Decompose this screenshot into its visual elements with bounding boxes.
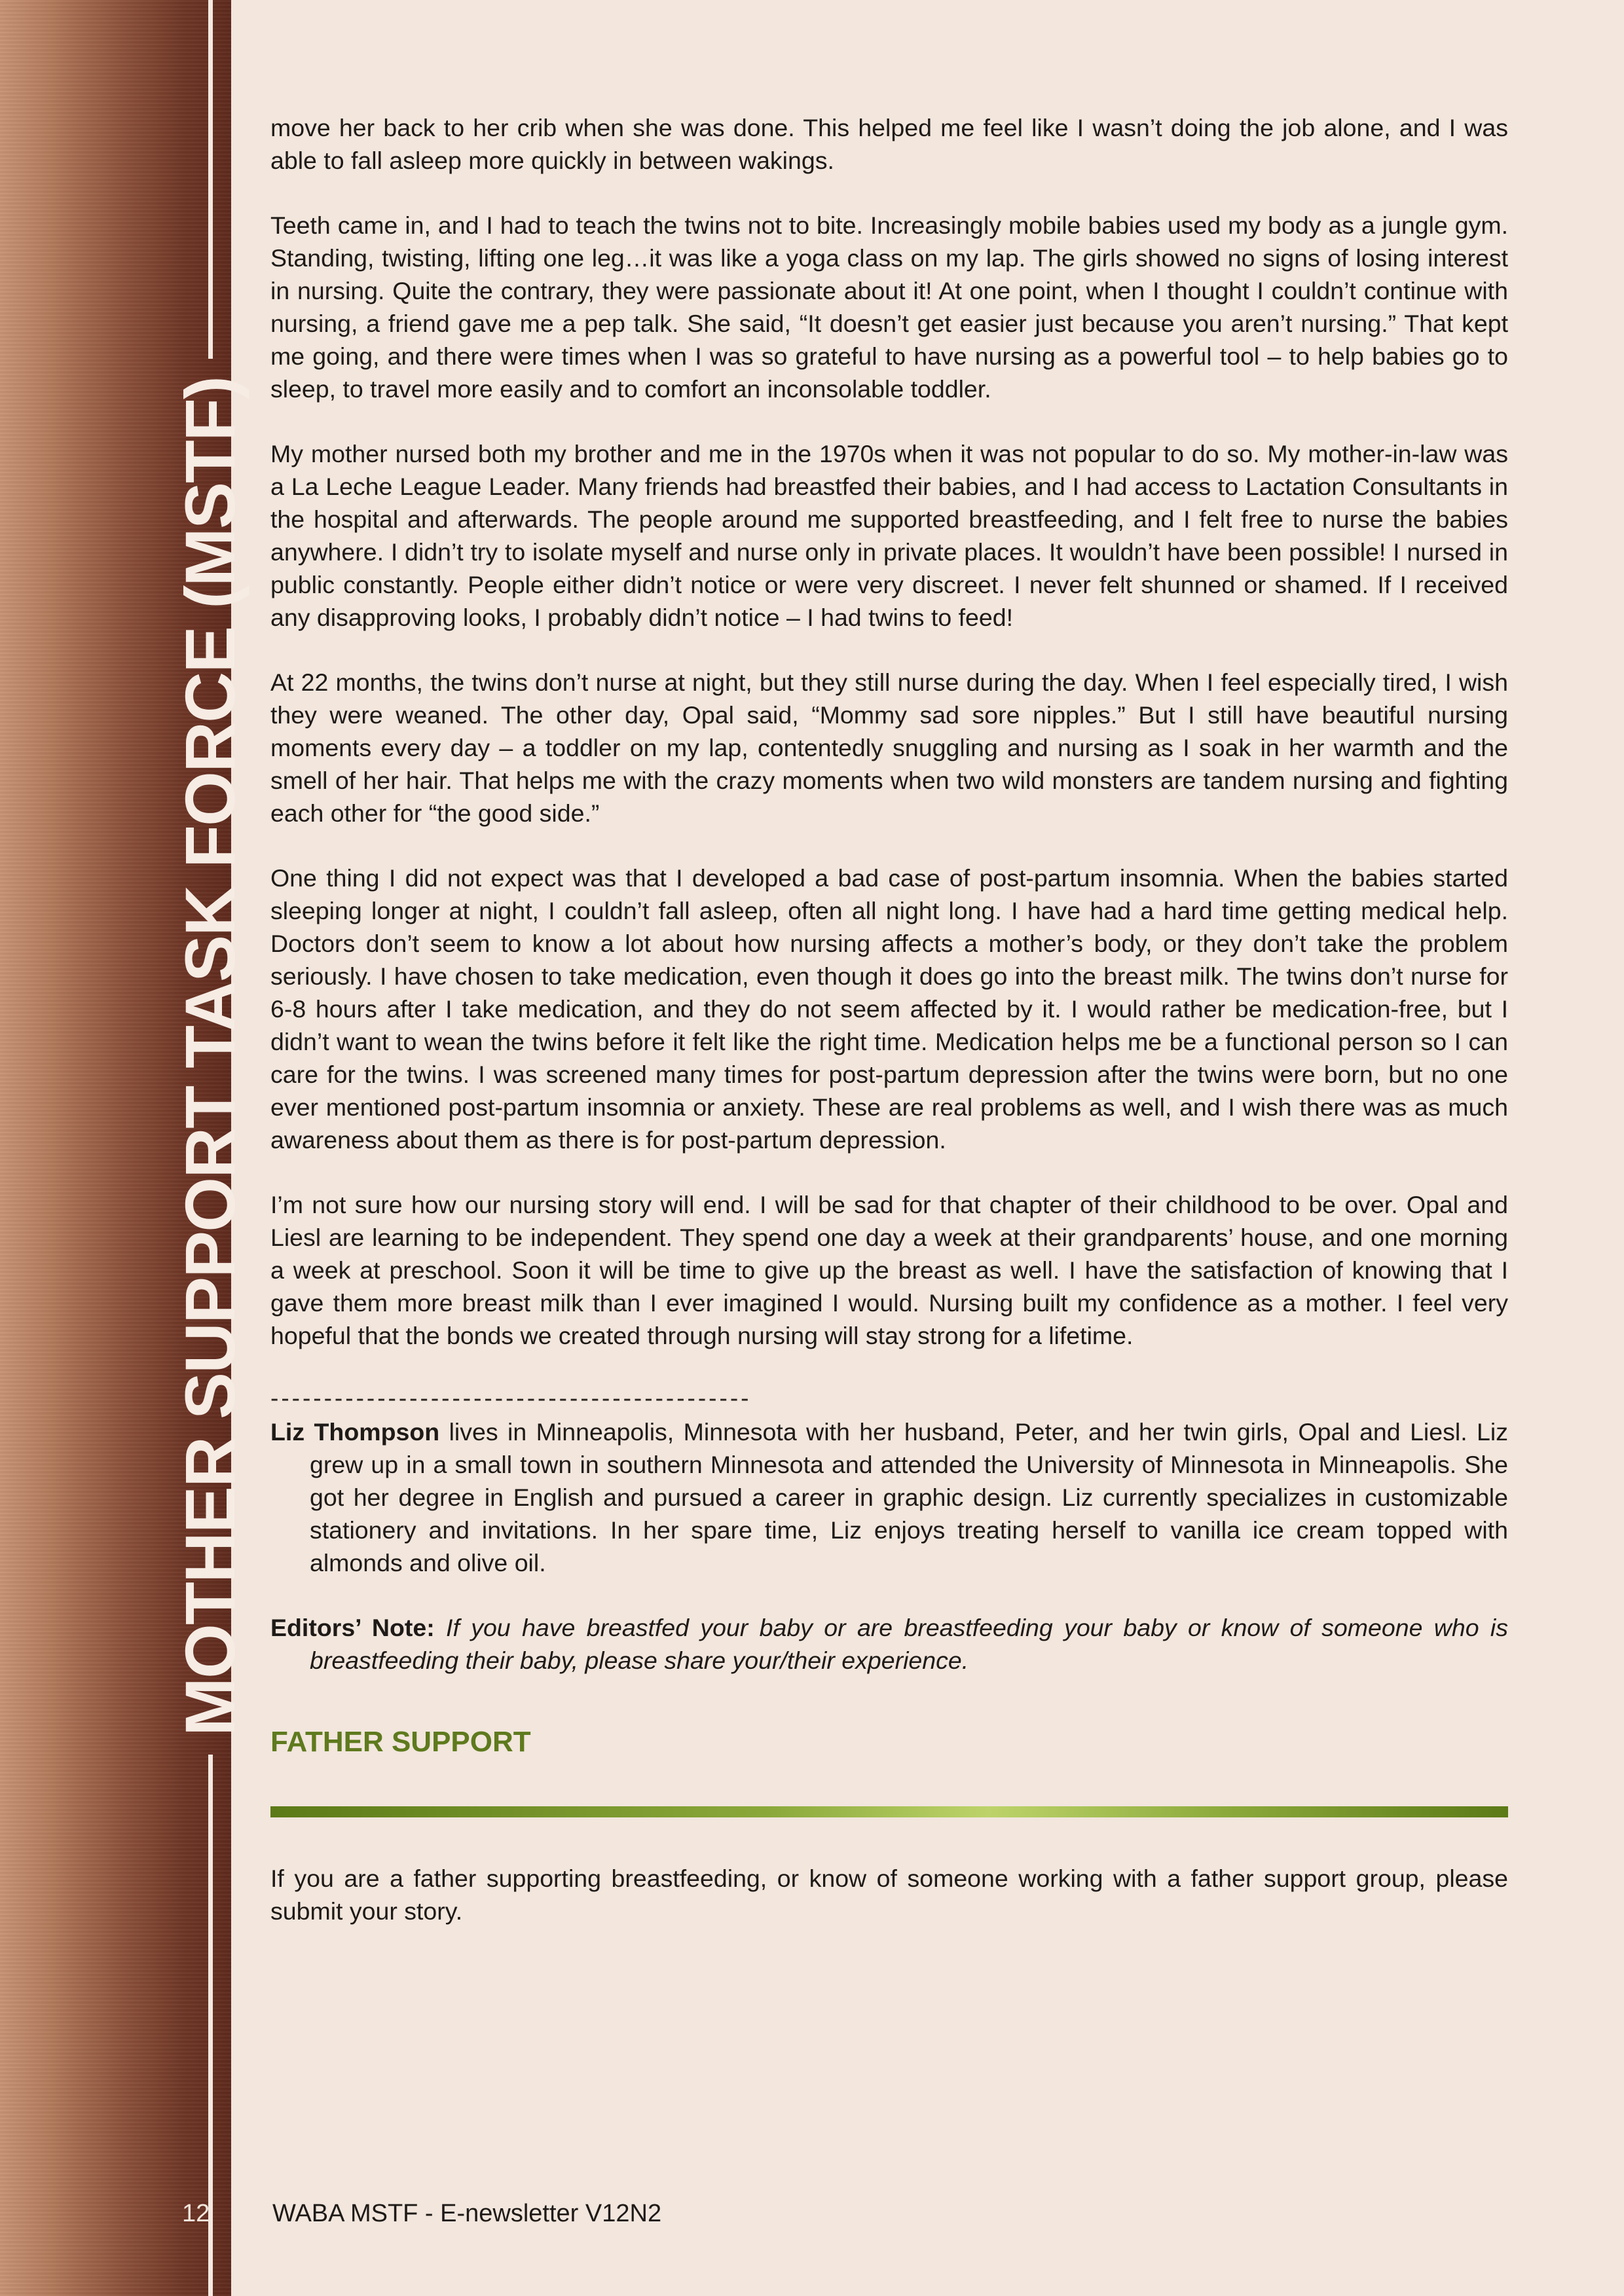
paragraph: Teeth came in, and I had to teach the twins not to bite. Increasingly mobile babies used my body as a jungle gym. Standing, twisting, lifting one leg…it was like a yoga class on my lap. The girls showed no signs of losing interest in nursing. Quite the contrary, they were passionate about it! At one point, when I thought I couldn’t continue with nursing, a friend gave me a pep talk. She said, “It doesn’t get easier just because you aren’t nursing.” That kept me going, and there were times when I was so grateful to have nursing as a powerful tool – to help babies go to sleep, to travel more easily and to comfort an inconsolable toddler. [270,211,1508,403]
paragraph: At 22 months, the twins don’t nurse at night, but they still nurse during the day. When I feel especially tired, I wish they were weaned. The other day, Opal said, “Mommy sad sore nipples.” But I still have beautiful nursing moments every day – a toddler on my lap, contentedly snuggling and nursing as I soak in her warmth and the smell of her hair. That helps me with the crazy moments when two wild monsters are tandem nursing and fighting each other for “the good side.” [270,668,1508,827]
author-name: Liz Thompson [270,1418,440,1446]
page-number: 12 [182,2200,210,2227]
father-support-text: If you are a father supporting breastfeeding, or know of someone working with a father support group, please submit your story. [270,1865,1508,1925]
sidebar [0,0,249,2296]
paragraph: My mother nursed both my brother and me in the 1970s when it was not popular to do so. My mother-in-law was a La Leche League Leader. Many friends had breastfed their babies, and I had access to Lactation Consultants in the hospital and afterwards. The people around me supported breastfeeding, and I felt free to nurse the babies anywhere. I didn’t try to isolate myself and nurse only in private places. It wouldn’t have been possible! I nursed in public constantly. People either didn’t notice or were very discreet. I never felt shunned or shamed. If I received any disapproving looks, I probably didn’t notice – I had twins to feed! [270,440,1508,631]
author-bio-text: lives in Minneapolis, Minnesota with her husband, Peter, and her twin girls, Opal and Liesl. Liz grew up in a small town in southern Minnesota and attended the University of Minnesota in Minneapolis. She got her degree in English and pursued a career in graphic design. Liz currently specializes in customizable stationery and invitations. In her spare time, Liz enjoys treating herself to vanilla ice cream topped with almonds and olive oil. [310,1418,1508,1576]
sidebar-rule-top [208,0,213,359]
footer-text: WABA MSTF - E-newsletter V12N2 [272,2200,662,2227]
section-divider-bar [270,1806,1508,1817]
sidebar-title: MOTHER SUPPORT TASK FORCE (MSTF) [170,377,249,1736]
editors-note-label: Editors’ Note: [270,1614,435,1641]
father-support-heading: FATHER SUPPORT [270,1726,531,1758]
paragraph: One thing I did not expect was that I developed a bad case of post-partum insomnia. When the babies started sleeping longer at night, I couldn’t fall asleep, often all night long. I have had a hard time getting medical help. Doctors don’t seem to know a lot about how nursing affects a mother’s body, or they don’t take the problem seriously. I have chosen to take medication, even though it does go into the breast milk. The twins don’t nurse for 6-8 hours after I take medication, and they do not seem affected by it. I would rather be medication-free, but I didn’t want to wean the twins before it felt like the right time. Medication helps me be a functional person so I can care for the twins. I was screened many times for post-partum depression after the twins were born, but no one ever mentioned post-partum insomnia or anxiety. These are real problems as well, and I wish there was as much awareness about them as there is for post-partum depression. [270,864,1508,1154]
editors-note [270,1611,1508,1677]
dashed-separator: --------------------------------------------- [270,1385,752,1412]
paragraph: I’m not sure how our nursing story will end. I will be sad for that chapter of their childhood to be over. Opal and Liesl are learning to be independent. They spend one day a week at their grandparents’ house, and one morning a week at preschool. Soon it will be time to give up the breast as well. I have the satisfaction of knowing that I gave them more breast milk than I ever imagined I would. Nursing built my confidence as a mother. I feel very hopeful that the bonds we created through nursing will stay strong for a lifetime. [270,1191,1508,1349]
author-bio [270,1415,1508,1579]
editors-note-text: If you have breastfed your baby or are breastfeeding your baby or know of someone who is breastfeeding their baby, please share your/their experience. [310,1614,1508,1674]
paragraph: move her back to her crib when she was done. This helped me feel like I wasn’t doing the job alone, and I was able to fall asleep more quickly in between wakings. [270,114,1508,174]
article-content [270,111,1508,1959]
